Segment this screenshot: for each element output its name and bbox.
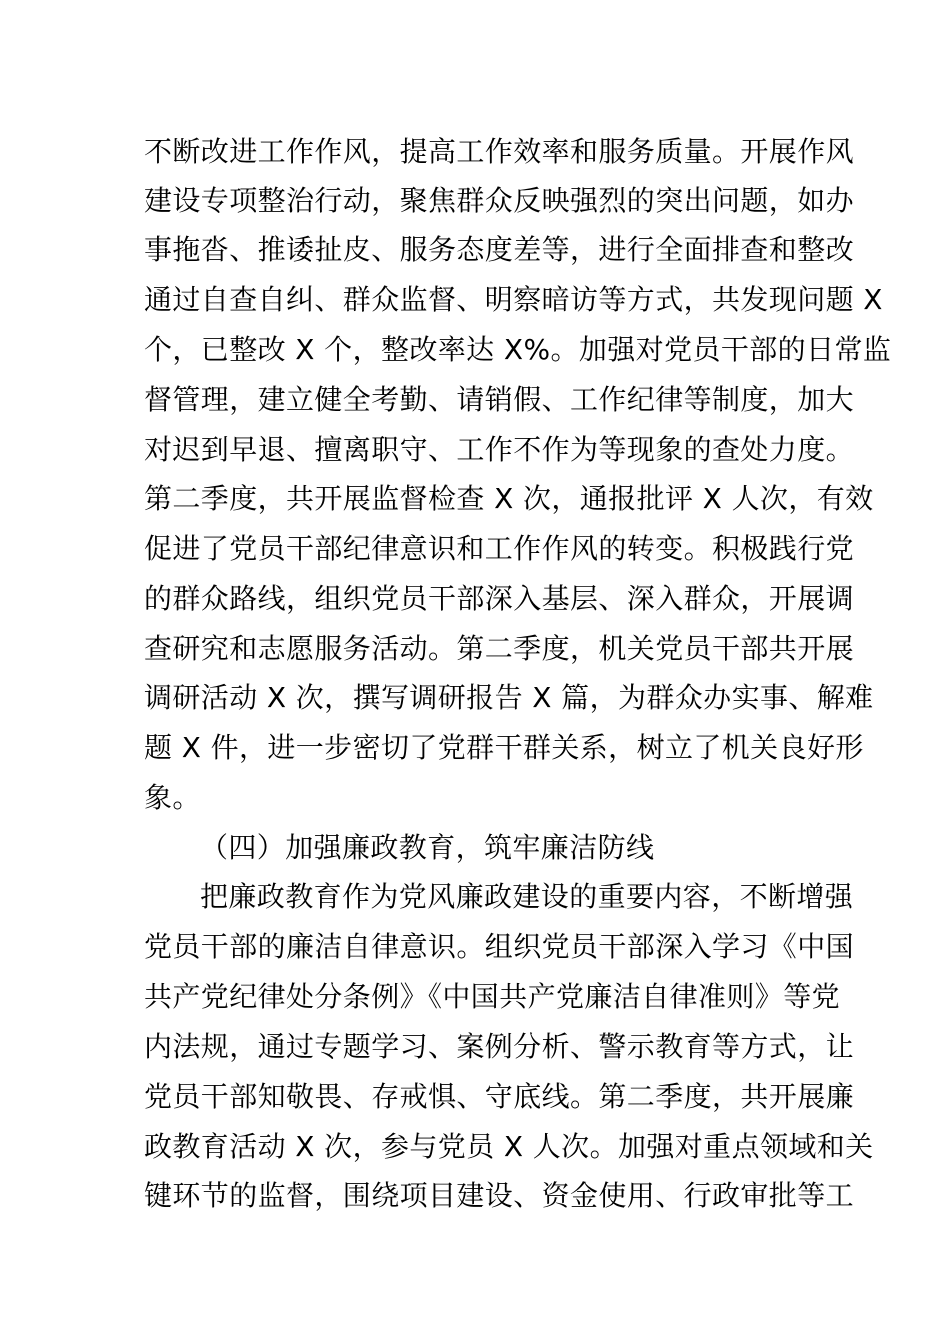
text-line: 内法规，通过专题学习、案例分析、警示教育等方式，让 [144,1030,855,1063]
text-line: 促进了党员干部纪律意识和工作作风的转变。积极践行党 [144,532,855,565]
text-line: 督管理，建立健全考勤、请销假、工作纪律等制度，加大 [144,383,855,416]
text-line: 共产党纪律处分条例》《中国共产党廉洁自律准则》等党 [144,980,841,1013]
text-line: 党员干部知敬畏、存戒惧、守底线。第二季度，共开展廉 [144,1080,855,1113]
text-line: 个，已整改 X 个，整改率达 X%。加强对党员干部的日常监 [144,333,892,366]
text-line: 事拖沓、推诿扯皮、服务态度差等，进行全面排查和整改 [144,233,855,266]
text-line: 象。 [144,781,201,814]
text-line: 键环节的监督，围绕项目建设、资金使用、行政审批等工 [144,1179,855,1212]
text-line: 政教育活动 X 次，参与党员 X 人次。加强对重点领域和关 [144,1130,874,1163]
text-line: 查研究和志愿服务活动。第二季度，机关党员干部共开展 [144,632,855,665]
text-line: 把廉政教育作为党风廉政建设的重要内容，不断增强 [200,880,854,913]
text-line: 调研活动 X 次，撰写调研报告 X 篇，为群众办实事、解难 [144,681,874,714]
text-line: 题 X 件，进一步密切了党群干群关系，树立了机关良好形 [144,731,864,764]
text-line: 第二季度，共开展监督检查 X 次，通报批评 X 人次，有效 [144,482,874,515]
section-heading: （四）加强廉政教育，筑牢廉洁防线 [200,831,655,864]
text-line: 不断改进工作作风，提高工作效率和服务质量。开展作风 [144,135,855,168]
text-line: 对迟到早退、擅离职守、工作不作为等现象的查处力度。 [144,433,855,466]
text-line: 的群众路线，组织党员干部深入基层、深入群众，开展调 [144,582,855,615]
text-line: 建设专项整治行动，聚焦群众反映强烈的突出问题，如办 [144,184,855,217]
text-line: 通过自查自纠、群众监督、明察暗访等方式，共发现问题 X [144,283,883,316]
text-line: 党员干部的廉洁自律意识。组织党员干部深入学习《中国 [144,930,855,963]
